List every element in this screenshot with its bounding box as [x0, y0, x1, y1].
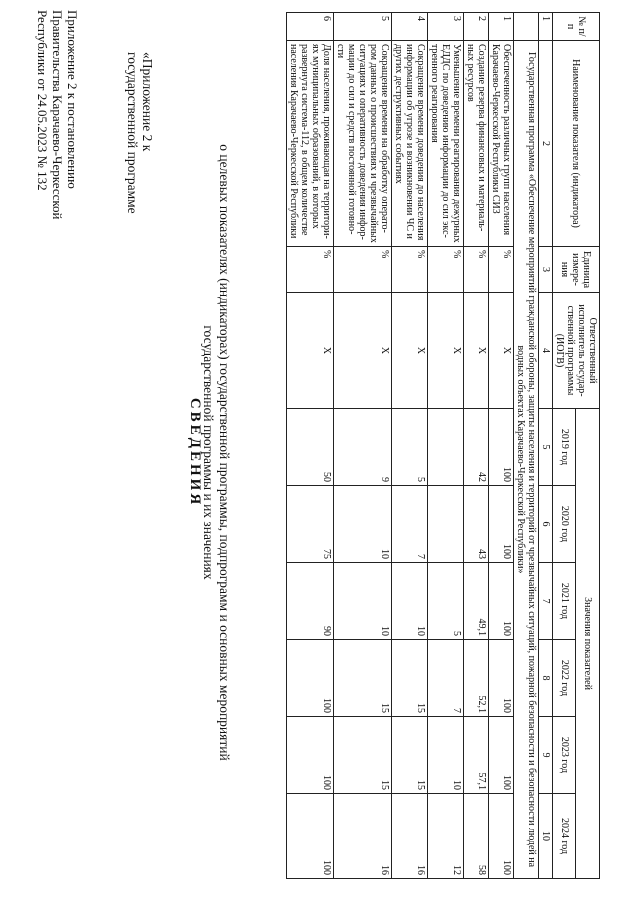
column-number: 6	[539, 486, 553, 563]
table-row	[334, 13, 392, 879]
program-row	[514, 13, 539, 879]
row-number: 5	[334, 13, 392, 41]
subtitle-line-2: государственной программы и их значениях	[201, 325, 216, 580]
header-year: 2020 год	[553, 486, 577, 563]
indicator-value: 100	[489, 563, 514, 640]
indicator-value: 5	[428, 563, 464, 640]
column-number: 2	[539, 41, 553, 247]
indicator-value: 75	[287, 486, 334, 563]
annex-decree-line-2: Правительства Карачаево-Черкесской	[50, 10, 65, 220]
indicator-value: 7	[392, 486, 428, 563]
row-number: 6	[287, 13, 334, 41]
indicator-value: 100	[287, 794, 334, 879]
indicator-value: 49,1	[464, 563, 489, 640]
header-name: Наименование показателя (индикатора)	[553, 41, 600, 247]
row-number: 1	[489, 13, 514, 41]
program-row-num	[514, 13, 539, 41]
indicator-value: 5	[392, 409, 428, 486]
indicator-unit: %	[392, 247, 428, 293]
indicator-value: 100	[489, 486, 514, 563]
indicator-value: 42	[464, 409, 489, 486]
indicator-value: 100	[489, 794, 514, 879]
table-row	[428, 13, 464, 879]
indicator-value	[428, 409, 464, 486]
header-year: 2024 год	[553, 794, 577, 879]
indicator-value: 50	[287, 409, 334, 486]
row-number: 4	[392, 13, 428, 41]
annex-decree-line-1: Приложение 2 к постановлению	[65, 10, 80, 189]
indicator-name: Доля населения, проживающая на территори-ях муниципальных образований, в которых развернута система-112, в общем количестве населения Карачаево-Черкесской Республики	[287, 41, 334, 247]
indicator-value: 15	[334, 640, 392, 717]
indicator-value: 43	[464, 486, 489, 563]
indicator-name: Обеспеченность различных групп населения Карачаево-Черкесской Республики СИЗ	[489, 41, 514, 247]
header-year: 2019 год	[553, 409, 577, 486]
annex-program-line-2: государственной программе	[125, 52, 140, 214]
indicator-value: 52,1	[464, 640, 489, 717]
indicator-value: 100	[489, 717, 514, 794]
header-values-group: Значения показателей	[576, 409, 600, 879]
indicator-value: 100	[287, 717, 334, 794]
indicator-value: 58	[464, 794, 489, 879]
indicator-value: 100	[489, 409, 514, 486]
indicator-value: 100	[489, 640, 514, 717]
header-executor: Ответственный исполнитель государ-ственной программы (ИОГВ)	[553, 293, 600, 409]
header-unit: Единица измере-ния	[553, 247, 600, 293]
indicator-value: 12	[428, 794, 464, 879]
indicator-executor: Х	[464, 293, 489, 409]
indicator-unit: %	[489, 247, 514, 293]
indicator-executor: Х	[287, 293, 334, 409]
column-number: 5	[539, 409, 553, 486]
table-column-numbers-row	[539, 13, 553, 879]
indicator-name: Сокращение времени на обработку операто-ром данных о происшествиях и чрезвычайных ситуациях и оперативность доведения инфор-мации до сил и средств постоянной готовно-сти	[334, 41, 392, 247]
indicator-unit: %	[334, 247, 392, 293]
indicator-unit: %	[287, 247, 334, 293]
indicator-value: 16	[392, 794, 428, 879]
indicator-name: Сокращение времени доведения до населения информации об угрозе и возникновении ЧС и других деструктивных событиях	[392, 41, 428, 247]
indicator-value: 10	[392, 563, 428, 640]
column-number: 7	[539, 563, 553, 640]
header-num: № п/п	[553, 13, 600, 41]
column-number: 10	[539, 794, 553, 879]
annex-decree-line-3: Республики от 24.05.2023 № 132	[35, 10, 50, 191]
indicator-value	[428, 486, 464, 563]
column-number: 8	[539, 640, 553, 717]
table-row	[489, 13, 514, 879]
indicator-value: 57,1	[464, 717, 489, 794]
indicator-value: 15	[392, 640, 428, 717]
indicator-name: Создание резерва финансовых и материаль-ных ресурсов	[464, 41, 489, 247]
column-number: 9	[539, 717, 553, 794]
indicator-value: 10	[334, 486, 392, 563]
indicator-value: 9	[334, 409, 392, 486]
table-header-row	[576, 13, 600, 879]
column-number: 1	[539, 13, 553, 41]
indicator-value: 10	[334, 563, 392, 640]
indicator-executor: Х	[392, 293, 428, 409]
indicator-value: 15	[392, 717, 428, 794]
indicator-name: Уменьшение времени реагирования дежурных ЕДДС по доведению информации до сил экс-тренного реагирования	[428, 41, 464, 247]
indicator-value: 10	[428, 717, 464, 794]
header-year: 2023 год	[553, 717, 577, 794]
header-year: 2022 год	[553, 640, 577, 717]
column-number: 4	[539, 293, 553, 409]
row-number: 2	[464, 13, 489, 41]
subtitle-line-1: о целевых показателях (индикаторах) государственной программы, подпрограмм и основных мероприятий	[217, 144, 232, 761]
document-title: СВЕДЕНИЯ	[187, 397, 203, 508]
indicator-unit: %	[464, 247, 489, 293]
indicator-executor: Х	[334, 293, 392, 409]
table-row	[287, 13, 334, 879]
indicator-value: 90	[287, 563, 334, 640]
annex-program-line-1: «Приложение 2 к	[140, 52, 155, 152]
column-number: 3	[539, 247, 553, 293]
indicator-executor: Х	[428, 293, 464, 409]
indicator-executor: Х	[489, 293, 514, 409]
indicator-value: 15	[334, 717, 392, 794]
program-title: Государственная программа «Обеспечение мероприятий гражданской обороны, защиты населения и территорий от чрезвычайных ситуаций, пожарной безопасности и безопасности людей на водных объектах Карачаево-Черкесской Республики»	[514, 41, 539, 879]
indicator-value: 100	[287, 640, 334, 717]
table-row	[464, 13, 489, 879]
indicator-value: 7	[428, 640, 464, 717]
indicator-value: 16	[334, 794, 392, 879]
header-year: 2021 год	[553, 563, 577, 640]
indicator-unit: %	[428, 247, 464, 293]
table-row	[392, 13, 428, 879]
row-number: 3	[428, 13, 464, 41]
indicators-table	[286, 12, 600, 879]
